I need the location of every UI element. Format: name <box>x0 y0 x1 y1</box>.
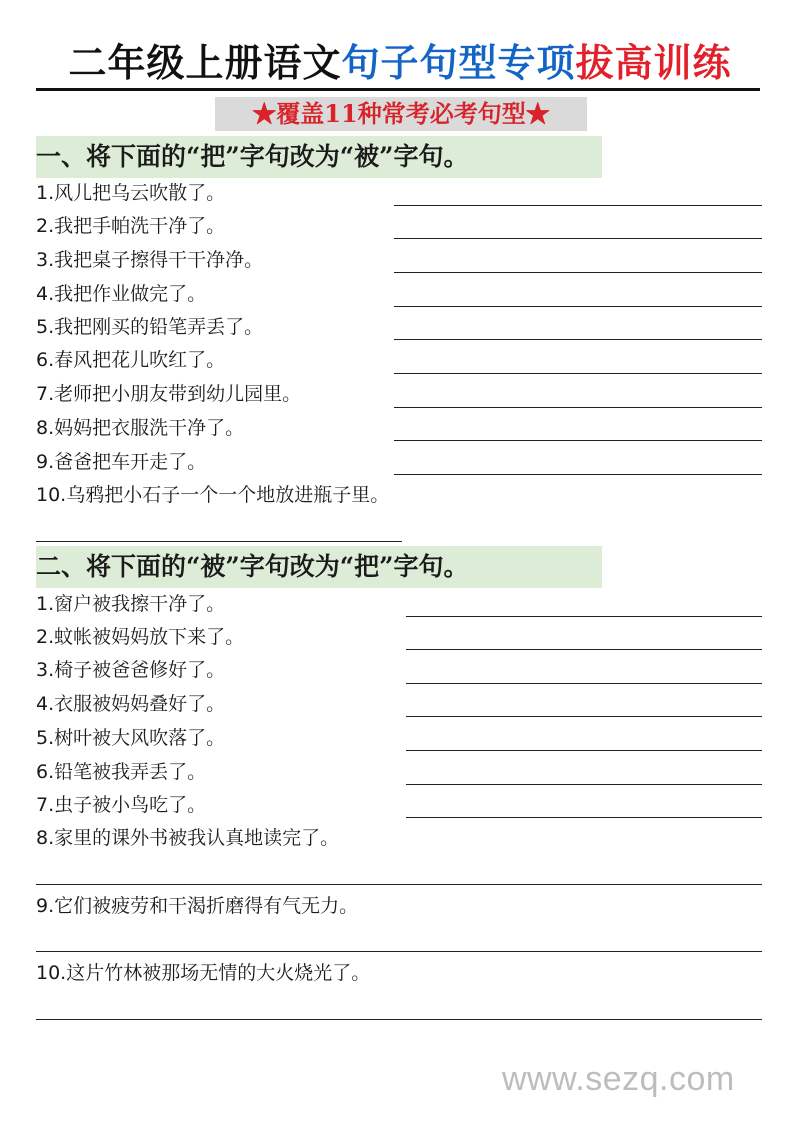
s1-answer-line-1[interactable] <box>394 205 762 206</box>
s2-question-9: 9.它们被疲劳和干渴折磨得有气无力。 <box>36 895 359 917</box>
s1-answer-line-8[interactable] <box>394 440 762 441</box>
s2-question-8: 8.家里的课外书被我认真地读完了。 <box>36 827 340 849</box>
s2-answer-line-7[interactable] <box>406 817 762 818</box>
coverage-badge: ★覆盖11种常考必考句型★ <box>215 97 587 131</box>
s2-question-5: 5.树叶被大风吹落了。 <box>36 727 226 749</box>
section1-heading: 一、将下面的“把”字句改为“被”字句。 <box>36 136 602 178</box>
s1-question-10: 10.乌鸦把小石子一个一个地放进瓶子里。 <box>36 484 390 506</box>
worksheet-title <box>0 38 800 88</box>
title-underline <box>36 88 760 91</box>
s1-question-7: 7.老师把小朋友带到幼儿园里。 <box>36 383 302 405</box>
s1-question-8: 8.妈妈把衣服洗干净了。 <box>36 417 245 439</box>
s2-question-6: 6.铅笔被我弄丢了。 <box>36 761 207 783</box>
s2-answer-line-5[interactable] <box>406 750 762 751</box>
s2-question-1: 1.窗户被我擦干净了。 <box>36 593 226 615</box>
title-topic: 句子句型专项 <box>341 41 576 85</box>
s2-answer-line-10[interactable] <box>36 1019 762 1020</box>
s2-question-4: 4.衣服被妈妈叠好了。 <box>36 693 226 715</box>
s2-answer-line-2[interactable] <box>406 649 762 650</box>
s2-answer-line-3[interactable] <box>406 683 762 684</box>
s1-answer-line-10[interactable] <box>36 541 402 542</box>
s1-question-5: 5.我把刚买的铅笔弄丢了。 <box>36 316 264 338</box>
s2-answer-line-9[interactable] <box>36 951 762 952</box>
s2-question-3: 3.椅子被爸爸修好了。 <box>36 659 226 681</box>
s1-question-2: 2.我把手帕洗干净了。 <box>36 215 226 237</box>
s1-answer-line-5[interactable] <box>394 339 762 340</box>
s1-question-3: 3.我把桌子擦得干干净净。 <box>36 249 264 271</box>
s1-answer-line-3[interactable] <box>394 272 762 273</box>
s1-answer-line-6[interactable] <box>394 373 762 374</box>
s2-question-2: 2.蚊帐被妈妈放下来了。 <box>36 626 245 648</box>
s2-question-10: 10.这片竹林被那场无情的大火烧光了。 <box>36 962 371 984</box>
section2-heading: 二、将下面的“被”字句改为“把”字句。 <box>36 546 602 588</box>
title-training: 拔高训练 <box>575 41 732 85</box>
s1-answer-line-7[interactable] <box>394 407 762 408</box>
s1-answer-line-9[interactable] <box>394 474 762 475</box>
s1-question-4: 4.我把作业做完了。 <box>36 283 207 305</box>
s2-question-7: 7.虫子被小鸟吃了。 <box>36 794 207 816</box>
s1-question-1: 1.风儿把乌云吹散了。 <box>36 182 226 204</box>
title-grade: 二年级上册语文 <box>68 41 342 85</box>
s1-question-9: 9.爸爸把车开走了。 <box>36 451 207 473</box>
s1-answer-line-4[interactable] <box>394 306 762 307</box>
site-watermark: www.sezq.com <box>502 1060 735 1098</box>
s2-answer-line-1[interactable] <box>406 616 762 617</box>
s2-answer-line-4[interactable] <box>406 716 762 717</box>
s1-answer-line-2[interactable] <box>394 238 762 239</box>
s2-answer-line-8[interactable] <box>36 884 762 885</box>
s2-answer-line-6[interactable] <box>406 784 762 785</box>
s1-question-6: 6.春风把花儿吹红了。 <box>36 349 226 371</box>
